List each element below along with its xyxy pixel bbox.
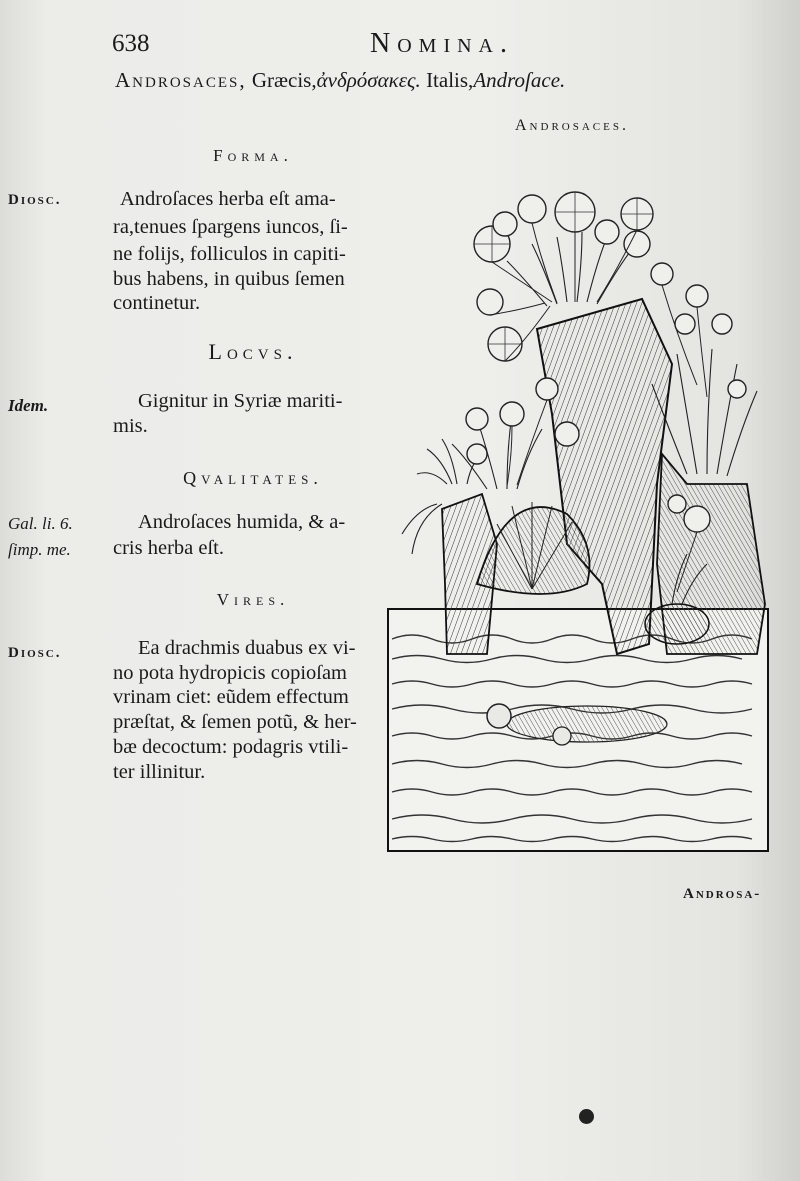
seaweed-clump bbox=[507, 706, 667, 742]
page-number: 638 bbox=[112, 30, 150, 57]
text-line: ne folijs, folliculos in capiti- bbox=[113, 243, 346, 265]
text-line: mis. bbox=[113, 415, 148, 437]
shell-in-water bbox=[487, 704, 511, 728]
text-line: Gignitur in Syriæ mariti- bbox=[138, 390, 343, 412]
woodcut-illustration bbox=[387, 184, 769, 852]
latin-name: Androsaces, bbox=[115, 68, 247, 92]
text-line: ter illinitur. bbox=[113, 761, 206, 783]
catchword: Androsa- bbox=[683, 886, 762, 902]
margin-note-diosc: Diosc. bbox=[8, 645, 62, 661]
section-heading-forma: Forma. bbox=[213, 146, 293, 165]
plant-names-line bbox=[115, 68, 565, 93]
section-heading-locus: Locvs. bbox=[208, 339, 298, 364]
text-line: vrinam ciet: eũdem effectum bbox=[113, 686, 349, 708]
text-line: bæ decoctum: podagris vtili- bbox=[113, 736, 349, 758]
margin-note-diosc: Diosc. bbox=[8, 192, 62, 208]
margin-note-idem: Idem. bbox=[8, 396, 49, 415]
text-line: præſtat, & ſemen potũ, & her- bbox=[113, 711, 357, 733]
small-shell bbox=[645, 604, 709, 644]
shell-in-water bbox=[553, 727, 571, 745]
section-heading-vires: Vires. bbox=[216, 590, 290, 609]
text-line: ra,tenues ſpargens iuncos, ſi- bbox=[113, 216, 348, 238]
running-title: Nomina. bbox=[370, 28, 514, 59]
scallop-shell bbox=[477, 507, 590, 594]
text-line: no pota hydropicis copioſam bbox=[113, 662, 347, 684]
margin-note-gal: Gal. li. 6. bbox=[8, 514, 73, 533]
central-rock bbox=[537, 299, 672, 654]
margin-note-simp: ſimp. me. bbox=[8, 540, 71, 559]
ink-spot bbox=[579, 1109, 594, 1124]
italian-label: Italis, bbox=[426, 68, 474, 92]
text-line: Ea drachmis duabus ex vi- bbox=[138, 637, 356, 659]
greek-name: ἀνδρόσακες. bbox=[316, 68, 421, 92]
androsaces-woodcut bbox=[387, 184, 769, 852]
text-line: continetur. bbox=[113, 292, 201, 314]
italian-name: Androſace. bbox=[473, 68, 566, 92]
section-heading-qualitates: Qvalitates. bbox=[183, 468, 323, 488]
text-line: Androſaces humida, & a- bbox=[138, 511, 346, 533]
greek-label: Græcis, bbox=[251, 68, 317, 92]
text-line: Androſaces herba eſt ama- bbox=[120, 188, 336, 210]
text-line: cris herba eſt. bbox=[113, 537, 224, 559]
figure-caption: Androsaces. bbox=[515, 117, 629, 134]
text-line: bus habens, in quibus ſemen bbox=[113, 268, 345, 290]
